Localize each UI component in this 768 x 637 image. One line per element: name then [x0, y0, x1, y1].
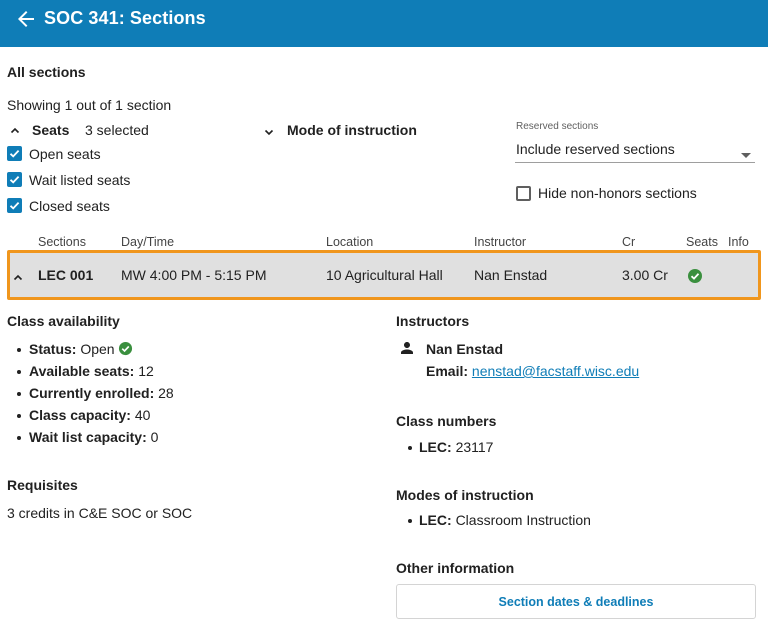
mode-filter-toggle[interactable]	[264, 121, 434, 139]
app-bar	[0, 0, 768, 47]
other-information-heading: Other information	[396, 560, 515, 576]
select-value: Include reserved sections	[516, 141, 675, 157]
open-seats-check-icon	[687, 268, 703, 289]
bullet	[17, 348, 21, 352]
seats-filter-label: Seats	[32, 122, 70, 138]
capacity-value: 40	[134, 407, 151, 423]
class-number-value: 23117	[455, 439, 494, 455]
checkbox-wait-listed-seats[interactable]	[7, 172, 157, 190]
status-value: Open	[80, 341, 115, 357]
seats-filter-toggle[interactable]	[7, 121, 167, 139]
class-number-label: LEC:	[419, 439, 452, 455]
checkbox-label: Closed seats	[29, 198, 110, 214]
checkbox-unchecked-icon	[516, 186, 531, 201]
mode-filter-label: Mode of instruction	[287, 122, 417, 138]
column-header-seats: Seats	[686, 235, 718, 249]
availability-available-seats	[29, 363, 154, 379]
bullet	[408, 519, 412, 523]
instructor-email-link[interactable]: nenstad@facstaff.wisc.edu	[471, 363, 640, 379]
showing-count: Showing 1 out of 1 section	[7, 97, 172, 113]
column-header-credits: Cr	[622, 235, 636, 249]
person-icon	[398, 339, 416, 362]
open-check-icon	[118, 341, 133, 359]
checkbox-checked-icon	[7, 172, 22, 187]
class-numbers-heading: Class numbers	[396, 413, 497, 429]
bullet	[17, 392, 21, 396]
reserved-sections-select[interactable]	[515, 121, 755, 163]
checkbox-checked-icon	[7, 146, 22, 161]
bullet	[17, 370, 21, 374]
availability-currently-enrolled	[29, 385, 174, 401]
available-seats-label: Available seats:	[29, 363, 135, 379]
bullet	[17, 436, 21, 440]
modes-heading: Modes of instruction	[396, 487, 534, 503]
select-label: Reserved sections	[516, 121, 599, 132]
checkbox-hide-non-honors[interactable]	[515, 185, 715, 203]
wait-list-value: 0	[150, 429, 159, 445]
instructors-heading: Instructors	[396, 313, 470, 329]
chevron-down-icon	[264, 124, 274, 142]
column-header-sections: Sections	[38, 235, 86, 249]
enrolled-value: 28	[158, 385, 174, 401]
chevron-up-icon	[10, 123, 20, 141]
capacity-label: Class capacity:	[29, 407, 131, 423]
wait-list-label: Wait list capacity:	[29, 429, 147, 445]
availability-class-capacity	[29, 407, 150, 423]
requisites-text: 3 credits in C&E SOC or SOC	[7, 505, 193, 521]
bullet	[408, 446, 412, 450]
select-underline	[515, 162, 755, 163]
instructor-email-row	[426, 363, 639, 379]
mode-item	[419, 512, 591, 528]
availability-wait-list-capacity	[29, 429, 158, 445]
column-header-info: Info	[728, 235, 749, 249]
checkbox-label: Hide non-honors sections	[538, 185, 697, 201]
email-label: Email:	[426, 363, 469, 379]
page-title: SOC 341: Sections	[44, 8, 206, 28]
chevron-up-icon[interactable]	[13, 270, 23, 288]
section-dates-deadlines-button[interactable]: Section dates & deadlines	[396, 584, 756, 619]
section-credits: 3.00 Cr	[622, 267, 668, 283]
requisites-heading: Requisites	[7, 477, 78, 493]
status-label: Status:	[29, 341, 77, 357]
class-availability-heading: Class availability	[7, 313, 120, 329]
enrolled-label: Currently enrolled:	[29, 385, 155, 401]
section-instructor: Nan Enstad	[474, 267, 548, 283]
section-code: LEC 001	[38, 267, 94, 283]
mode-label: LEC:	[419, 512, 452, 528]
seats-selected-count: 3 selected	[85, 122, 149, 138]
column-header-day-time: Day/Time	[121, 235, 175, 249]
checkbox-label: Open seats	[29, 146, 101, 162]
back-arrow-icon[interactable]	[14, 7, 38, 31]
available-seats-value: 12	[138, 363, 154, 379]
checkbox-checked-icon	[7, 198, 22, 213]
instructor-name: Nan Enstad	[426, 341, 504, 357]
availability-status	[29, 341, 133, 359]
table-row[interactable]	[7, 250, 761, 300]
section-location: 10 Agricultural Hall	[326, 267, 443, 283]
checkbox-closed-seats[interactable]	[7, 198, 137, 216]
class-number-item	[419, 439, 493, 455]
mode-value: Classroom Instruction	[455, 512, 591, 528]
checkbox-label: Wait listed seats	[29, 172, 131, 188]
column-header-instructor: Instructor	[474, 235, 527, 249]
checkbox-open-seats[interactable]	[7, 146, 127, 164]
bullet	[17, 414, 21, 418]
all-sections-heading: All sections	[7, 64, 86, 80]
column-header-location: Location	[326, 235, 374, 249]
section-daytime: MW 4:00 PM - 5:15 PM	[121, 267, 267, 283]
